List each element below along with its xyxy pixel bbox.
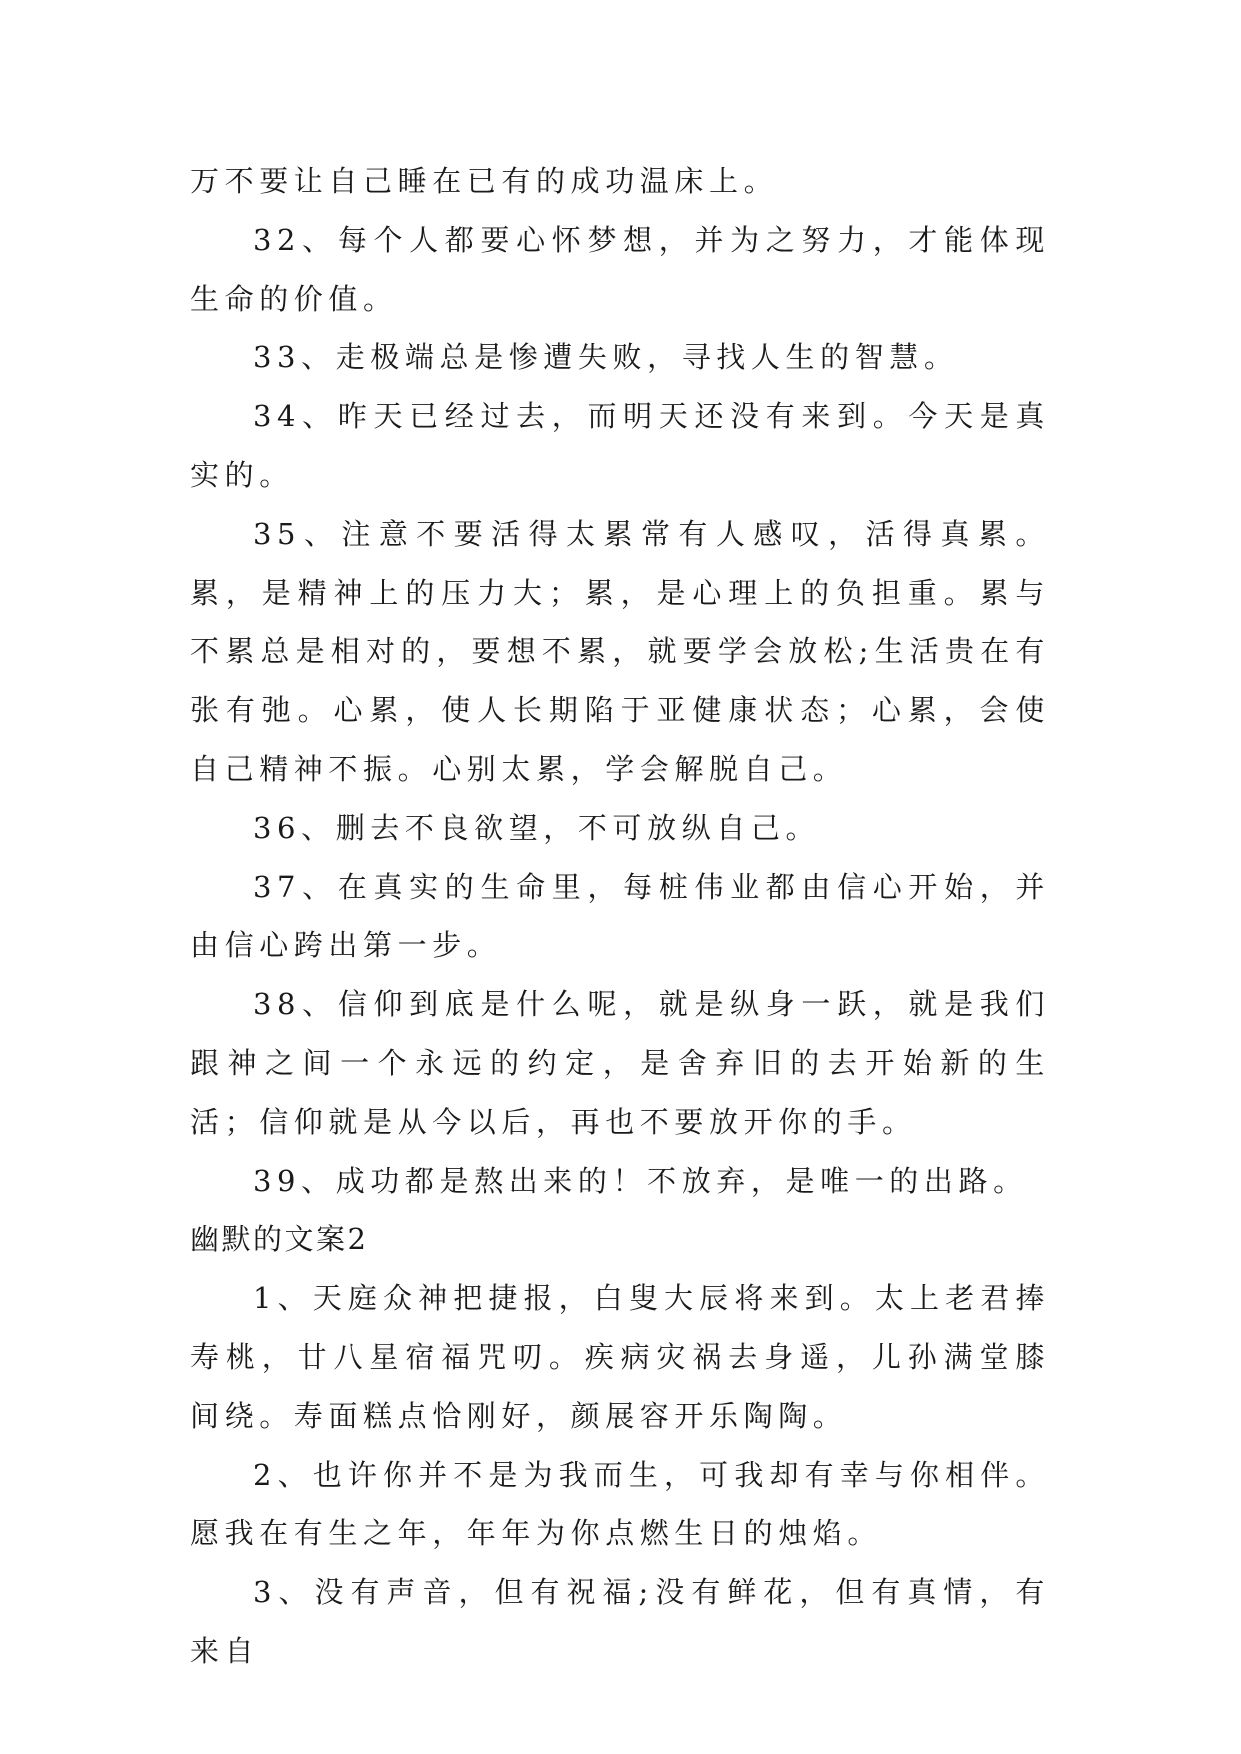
- list-item-32: 32、每个人都要心怀梦想，并为之努力，才能体现生命的价值。: [190, 222, 1050, 316]
- list-item-38: 38、信仰到底是什么呢，就是纵身一跃，就是我们跟神之间一个永远的约定，是舍弃旧的去开始新的生活；信仰就是从今以后，再也不要放开你的手。: [190, 987, 1050, 1139]
- paragraph-continuation: 万不要让自己睡在已有的成功温床上。: [190, 164, 779, 198]
- list-item-39: 39、成功都是熬出来的！不放弃，是唯一的出路。: [253, 1163, 1028, 1198]
- list-item-36: 36、删去不良欲望，不可放纵自己。: [253, 810, 821, 845]
- list-item-3: 3、没有声音，但有祝福;没有鲜花，但有真情，有来自: [190, 1575, 1050, 1668]
- document-body: [190, 152, 1050, 1681]
- list-item-34: 34、昨天已经过去，而明天还没有来到。今天是真实的。: [190, 399, 1050, 492]
- list-item-37: 37、在真实的生命里，每桩伟业都由信心开始，并由信心跨出第一步。: [190, 869, 1050, 963]
- list-item-35: 35、注意不要活得太累常有人感叹，活得真累。累，是精神上的压力大；累，是心理上的负担重。累与不累总是相对的，要想不累，就要学会放松;生活贵在有张有弛。心累，使人长期陷于亚健康状态；心累，会使自己精神不振。心别太累，学会解脱自己。: [190, 516, 1050, 786]
- list-item-1: 1、天庭众神把捷报，白叟大辰将来到。太上老君捧寿桃，廿八星宿福咒叨。疾病灾祸去身遥，儿孙满堂膝间绕。寿面糕点恰刚好，颜展容开乐陶陶。: [190, 1281, 1050, 1433]
- list-item-2: 2、也许你并不是为我而生，可我却有幸与你相伴。愿我在有生之年，年年为你点燃生日的烛焰。: [190, 1457, 1050, 1551]
- section-heading: 幽默的文案2: [190, 1222, 369, 1257]
- list-item-33: 33、走极端总是惨遭失败，寻找人生的智慧。: [253, 340, 959, 375]
